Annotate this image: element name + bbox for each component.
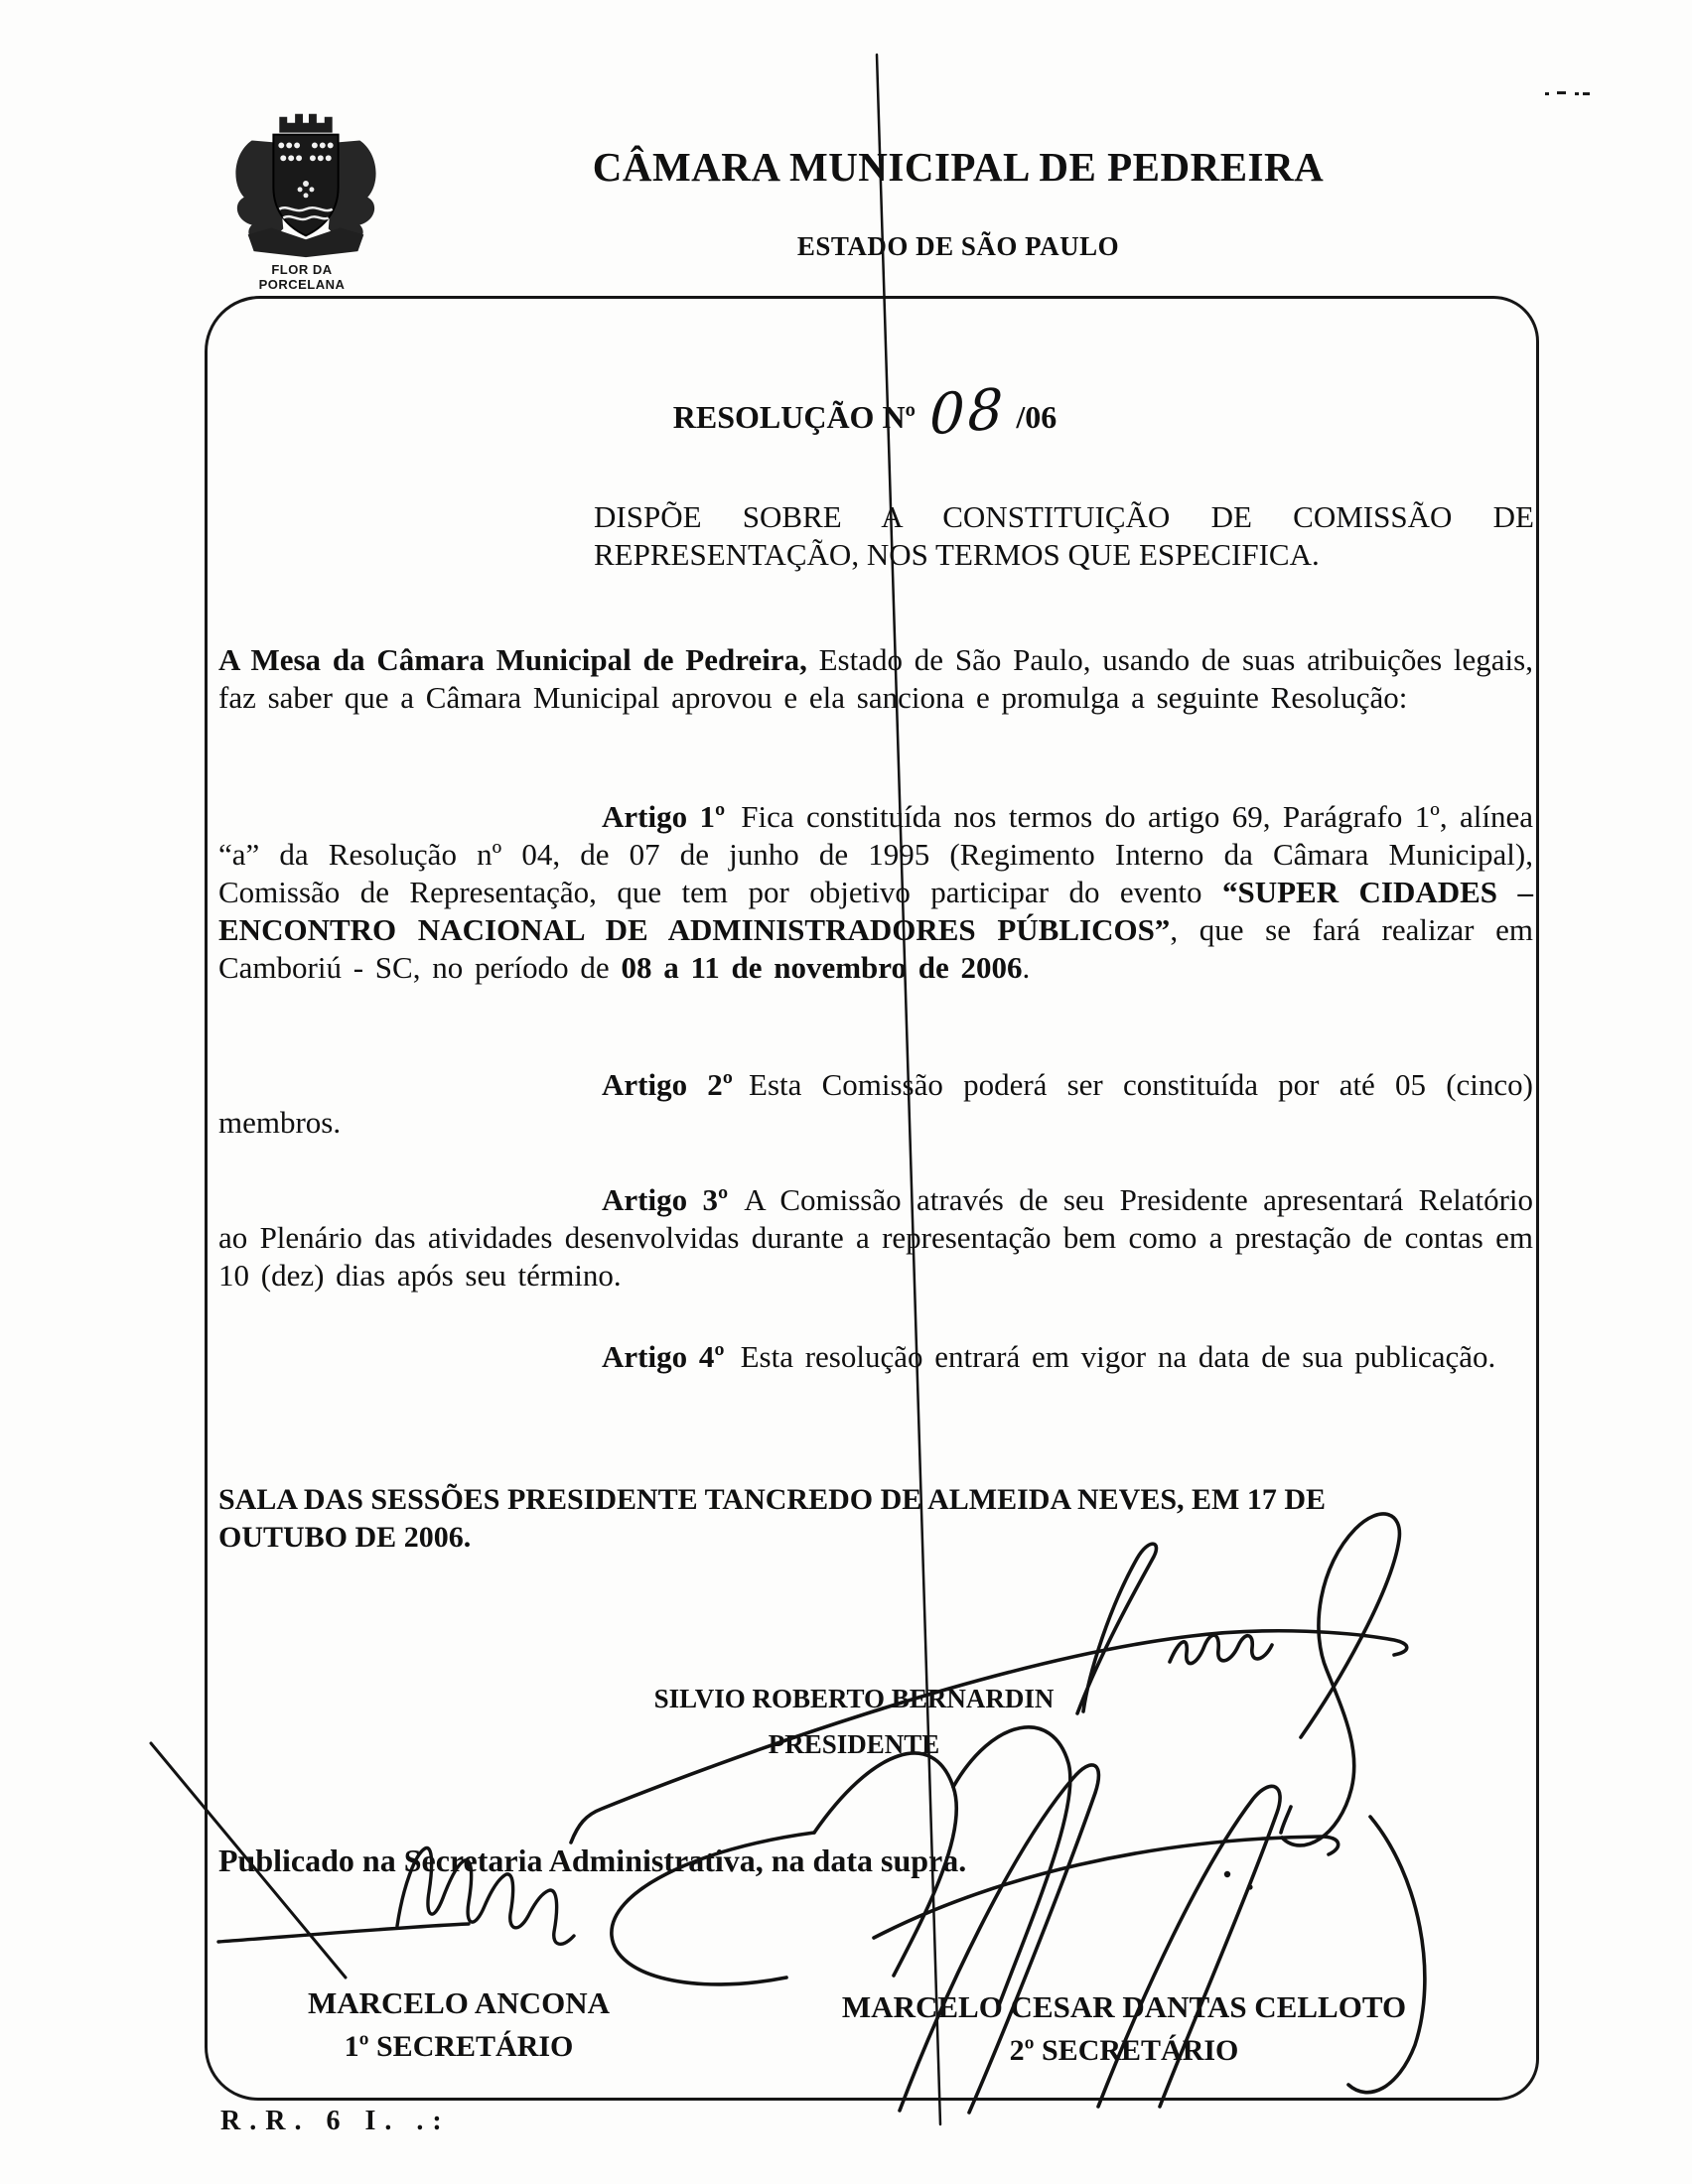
crest-caption-line2: PORCELANA (258, 277, 346, 292)
article-4-paragraph: Artigo 4º Esta resolução entrará em vigor na data de sua publicação. (602, 1339, 1496, 1374)
first-secretary-name: MARCELO ANCONA (308, 1985, 610, 2020)
closing-session-line (218, 1481, 1533, 1557)
article-1-paragraph: Artigo 1º Fica constituída nos termos do artigo 69, Parágrafo 1º, alínea “a” da Resolução nº 04, de 07 de junho de 1995 (Regimento Interno da Câmara Municipal), Comissão de Representação, que tem por objetivo participar do evento “SUPER CIDADES – ENCONTRO NACIONAL DE ADMINISTRADORES PÚBLICOS”, que se fará realizar em Camboriú - SC, no período de 08 a 11 de novembro de 2006. (218, 799, 1533, 985)
resolution-suffix: /06 (1016, 399, 1058, 435)
first-secretary-block (260, 1981, 657, 2069)
cut-off-footer-text: R.R. 6 I. .: (220, 2106, 451, 2136)
closing-line1: SALA DAS SESSÕES PRESIDENTE TANCREDO DE ALMEIDA NEVES, EM 17 DE (218, 1483, 1327, 1516)
article-2-paragraph: Artigo 2º Esta Comissão poderá ser constituída por até 05 (cinco) membros. (218, 1067, 1533, 1140)
second-secretary-role: 2º SECRETÁRIO (1009, 2034, 1239, 2067)
subject-line1: DISPÕE SOBRE A CONSTITUIÇÃO DE COMISSÃO DE (594, 499, 1534, 534)
second-secretary-name: MARCELO CESAR DANTAS CELLOTO (841, 1989, 1407, 2024)
first-secretary-role: 1º SECRETÁRIO (344, 2030, 574, 2063)
publication-note: Publicado na Secretaria Administrativa, na data supra. (218, 1843, 967, 1878)
scan-artifact (1557, 91, 1566, 94)
scan-artifact (1545, 92, 1549, 95)
scan-artifact (1575, 92, 1579, 95)
president-role: PRESIDENTE (768, 1729, 940, 1759)
letterhead (427, 144, 1489, 261)
subject-line2: REPRESENTAÇÃO, NOS TERMOS QUE ESPECIFICA. (594, 537, 1320, 572)
president-signature-block (556, 1676, 1152, 1767)
page-title: CÂMARA MUNICIPAL DE PEDREIRA (592, 144, 1325, 190)
handwritten-resolution-number: 08 (928, 376, 1007, 449)
article-3-paragraph: Artigo 3º A Comissão através de seu Presidente apresentará Relatório ao Plenário das atividades desenvolvidas durante a representação bem como a prestação de contas em 10 (dez) dias após seu término. (218, 1182, 1533, 1293)
second-secretary-block (796, 1985, 1452, 2073)
page-subtitle: ESTADO DE SÃO PAULO (796, 231, 1120, 261)
coat-of-arms-icon (222, 101, 389, 262)
president-name: SILVIO ROBERTO BERNARDIN (653, 1684, 1055, 1713)
resolution-number-line (205, 376, 1525, 449)
crest-caption-line1: FLOR DA (271, 262, 333, 277)
subject-clause (594, 498, 1534, 574)
closing-line2: OUTUBO DE 2006. (218, 1521, 472, 1554)
resolution-label: RESOLUÇÃO Nº (672, 399, 916, 435)
crest-caption (203, 262, 401, 292)
preamble-paragraph: A Mesa da Câmara Municipal de Pedreira, Estado de São Paulo, usando de suas atribuições legais, faz saber que a Câmara Municipal aprovou e ela sanciona e promulga a seguinte Resolução: (218, 642, 1533, 715)
scan-artifact (1583, 92, 1590, 95)
